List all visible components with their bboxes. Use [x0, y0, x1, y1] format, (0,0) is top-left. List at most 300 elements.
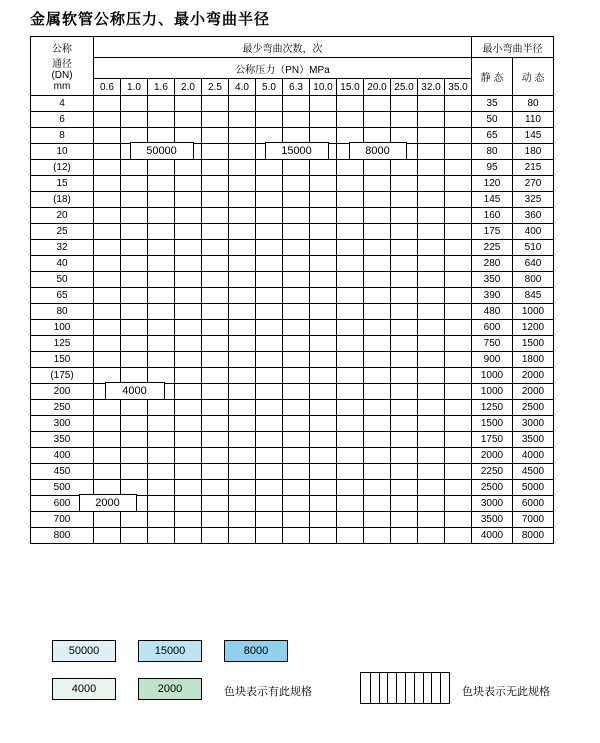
dn-value-cell: 125: [31, 336, 94, 352]
grid-cell: [175, 304, 202, 320]
grid-cell: [202, 464, 229, 480]
dynamic-radius-cell: 3000: [513, 416, 554, 432]
grid-cell: [445, 416, 472, 432]
grid-cell: [445, 368, 472, 384]
grid-cell: [445, 176, 472, 192]
grid-cell: [175, 320, 202, 336]
grid-cell: [148, 336, 175, 352]
grid-cell: [256, 112, 283, 128]
grid-cell: [202, 288, 229, 304]
grid-cell: [418, 416, 445, 432]
grid-cell: [418, 288, 445, 304]
grid-cell: [256, 480, 283, 496]
grid-cell: [148, 512, 175, 528]
grid-cell: [94, 224, 121, 240]
grid-cell: [364, 400, 391, 416]
grid-cell: [418, 176, 445, 192]
grid-cell: [445, 240, 472, 256]
dynamic-radius-cell: 1200: [513, 320, 554, 336]
dynamic-radius-cell: 640: [513, 256, 554, 272]
grid-cell: [175, 112, 202, 128]
dn-value-cell: (18): [31, 192, 94, 208]
grid-cell: [229, 528, 256, 544]
table-row: [31, 352, 554, 368]
static-header: 静 态: [472, 58, 513, 96]
table-row: [31, 272, 554, 288]
grid-cell: [418, 448, 445, 464]
grid-cell: [202, 480, 229, 496]
grid-cell: [229, 128, 256, 144]
dynamic-radius-cell: 1000: [513, 304, 554, 320]
grid-cell: [121, 512, 148, 528]
pressure-col-header: 35.0: [445, 79, 472, 96]
dynamic-radius-cell: 1500: [513, 336, 554, 352]
grid-cell: [121, 448, 148, 464]
grid-cell: [283, 400, 310, 416]
grid-cell: [364, 464, 391, 480]
grid-cell: [418, 432, 445, 448]
grid-cell: [391, 400, 418, 416]
grid-cell: [229, 512, 256, 528]
grid-cell: [148, 96, 175, 112]
grid-cell: [418, 272, 445, 288]
grid-cell: [418, 320, 445, 336]
dynamic-radius-cell: 360: [513, 208, 554, 224]
grid-cell: [202, 528, 229, 544]
grid-cell: [229, 160, 256, 176]
grid-cell: [256, 224, 283, 240]
grid-cell: [148, 480, 175, 496]
grid-cell: [229, 144, 256, 160]
grid-cell: [391, 368, 418, 384]
grid-cell: [418, 208, 445, 224]
grid-cell: [229, 368, 256, 384]
grid-cell: [202, 256, 229, 272]
grid-cell: [175, 384, 202, 400]
grid-cell: [121, 320, 148, 336]
dynamic-radius-cell: 6000: [513, 496, 554, 512]
grid-cell: [445, 480, 472, 496]
grid-cell: [337, 464, 364, 480]
pressure-col-header: 4.0: [229, 79, 256, 96]
grid-cell: [310, 160, 337, 176]
grid-cell: [418, 160, 445, 176]
grid-cell: [337, 160, 364, 176]
grid-cell: [202, 384, 229, 400]
grid-cell: [202, 160, 229, 176]
grid-cell: [310, 464, 337, 480]
grid-cell: [94, 400, 121, 416]
grid-cell: [94, 128, 121, 144]
grid-cell: [283, 160, 310, 176]
dynamic-radius-cell: 2500: [513, 400, 554, 416]
grid-cell: [310, 528, 337, 544]
dn-header-line-1: 公称: [52, 44, 72, 55]
grid-cell: [337, 352, 364, 368]
inline-label-4000: 4000: [105, 382, 165, 400]
table-head: [31, 37, 554, 96]
grid-cell: [418, 512, 445, 528]
pressure-col-header: 10.0: [310, 79, 337, 96]
dynamic-radius-cell: 180: [513, 144, 554, 160]
grid-cell: [202, 400, 229, 416]
grid-cell: [283, 336, 310, 352]
grid-cell: [310, 304, 337, 320]
grid-cell: [364, 112, 391, 128]
dn-value-cell: 300: [31, 416, 94, 432]
static-radius-cell: 350: [472, 272, 513, 288]
grid-cell: [445, 448, 472, 464]
grid-cell: [121, 304, 148, 320]
grid-cell: [229, 448, 256, 464]
grid-cell: [445, 224, 472, 240]
grid-cell: [121, 432, 148, 448]
grid-cell: [256, 448, 283, 464]
inline-label-8000: 8000: [349, 142, 407, 160]
grid-cell: [310, 320, 337, 336]
pressure-col-header: 1.0: [121, 79, 148, 96]
grid-cell: [121, 336, 148, 352]
grid-cell: [364, 272, 391, 288]
table-row: [31, 336, 554, 352]
static-radius-cell: 2500: [472, 480, 513, 496]
static-radius-cell: 35: [472, 96, 513, 112]
legend-swatch-4000: 4000: [52, 678, 116, 700]
grid-cell: [94, 512, 121, 528]
dynamic-radius-cell: 145: [513, 128, 554, 144]
grid-cell: [310, 512, 337, 528]
table-row: [31, 416, 554, 432]
grid-cell: [445, 256, 472, 272]
grid-cell: [148, 352, 175, 368]
grid-cell: [445, 272, 472, 288]
grid-cell: [391, 480, 418, 496]
grid-cell: [364, 320, 391, 336]
grid-cell: [310, 496, 337, 512]
static-radius-cell: 1750: [472, 432, 513, 448]
grid-cell: [256, 256, 283, 272]
static-radius-cell: 175: [472, 224, 513, 240]
grid-cell: [364, 368, 391, 384]
grid-cell: [418, 528, 445, 544]
grid-cell: [337, 400, 364, 416]
static-radius-cell: 50: [472, 112, 513, 128]
grid-cell: [283, 192, 310, 208]
grid-cell: [94, 256, 121, 272]
grid-cell: [202, 272, 229, 288]
grid-cell: [202, 192, 229, 208]
grid-cell: [175, 528, 202, 544]
grid-cell: [337, 176, 364, 192]
grid-cell: [202, 112, 229, 128]
grid-cell: [418, 480, 445, 496]
dn-value-cell: 65: [31, 288, 94, 304]
grid-cell: [337, 208, 364, 224]
legend-swatch-50000: 50000: [52, 640, 116, 662]
grid-cell: [256, 384, 283, 400]
grid-cell: [445, 496, 472, 512]
pressure-col-header: 1.6: [148, 79, 175, 96]
grid-cell: [121, 272, 148, 288]
grid-cell: [445, 288, 472, 304]
grid-cell: [310, 240, 337, 256]
grid-cell: [391, 112, 418, 128]
grid-cell: [94, 112, 121, 128]
grid-cell: [283, 96, 310, 112]
grid-cell: [337, 416, 364, 432]
static-radius-cell: 900: [472, 352, 513, 368]
dn-value-cell: 700: [31, 512, 94, 528]
grid-cell: [256, 496, 283, 512]
grid-cell: [229, 304, 256, 320]
grid-cell: [283, 448, 310, 464]
grid-cell: [364, 256, 391, 272]
dynamic-radius-cell: 8000: [513, 528, 554, 544]
grid-cell: [202, 96, 229, 112]
grid-cell: [310, 96, 337, 112]
grid-cell: [310, 368, 337, 384]
grid-cell: [256, 288, 283, 304]
dynamic-radius-cell: 2000: [513, 368, 554, 384]
grid-cell: [94, 416, 121, 432]
grid-cell: [94, 272, 121, 288]
grid-cell: [256, 512, 283, 528]
dn-value-cell: 100: [31, 320, 94, 336]
grid-cell: [310, 208, 337, 224]
grid-cell: [283, 512, 310, 528]
table-row: [31, 448, 554, 464]
grid-cell: [337, 112, 364, 128]
dn-header-line-4: mm: [53, 81, 71, 92]
dn-value-cell: 450: [31, 464, 94, 480]
grid-cell: [202, 496, 229, 512]
grid-cell: [283, 432, 310, 448]
grid-cell: [283, 208, 310, 224]
grid-cell: [202, 304, 229, 320]
grid-cell: [310, 480, 337, 496]
pressure-col-header: 20.0: [364, 79, 391, 96]
grid-cell: [337, 288, 364, 304]
grid-cell: [202, 352, 229, 368]
grid-cell: [364, 160, 391, 176]
grid-cell: [121, 288, 148, 304]
grid-cell: [94, 320, 121, 336]
grid-cell: [229, 320, 256, 336]
grid-cell: [337, 240, 364, 256]
dynamic-radius-cell: 110: [513, 112, 554, 128]
grid-cell: [121, 96, 148, 112]
grid-cell: [391, 448, 418, 464]
grid-cell: [445, 352, 472, 368]
grid-cell: [94, 464, 121, 480]
grid-cell: [391, 352, 418, 368]
grid-cell: [175, 496, 202, 512]
grid-cell: [445, 304, 472, 320]
dn-header-cell: [31, 37, 94, 96]
grid-cell: [283, 176, 310, 192]
grid-cell: [256, 240, 283, 256]
grid-cell: [148, 112, 175, 128]
grid-cell: [337, 320, 364, 336]
grid-cell: [175, 432, 202, 448]
dynamic-radius-cell: 4500: [513, 464, 554, 480]
grid-cell: [148, 256, 175, 272]
grid-cell: [175, 352, 202, 368]
grid-cell: [310, 432, 337, 448]
dn-value-cell: 40: [31, 256, 94, 272]
grid-cell: [148, 224, 175, 240]
grid-cell: [148, 304, 175, 320]
dn-header-line-2: 通径: [52, 59, 72, 70]
static-radius-cell: 280: [472, 256, 513, 272]
grid-cell: [256, 96, 283, 112]
grid-cell: [445, 464, 472, 480]
dn-value-cell: 400: [31, 448, 94, 464]
static-radius-cell: 1500: [472, 416, 513, 432]
grid-cell: [391, 208, 418, 224]
grid-cell: [229, 224, 256, 240]
grid-cell: [202, 144, 229, 160]
dynamic-radius-cell: 2000: [513, 384, 554, 400]
grid-cell: [175, 176, 202, 192]
grid-cell: [283, 272, 310, 288]
dn-value-cell: 50: [31, 272, 94, 288]
dn-value-cell: 6: [31, 112, 94, 128]
grid-cell: [202, 240, 229, 256]
dn-value-cell: 200: [31, 384, 94, 400]
table-row: [31, 320, 554, 336]
grid-cell: [364, 416, 391, 432]
grid-cell: [121, 416, 148, 432]
grid-cell: [337, 224, 364, 240]
grid-cell: [445, 208, 472, 224]
grid-cell: [202, 512, 229, 528]
grid-cell: [229, 240, 256, 256]
grid-cell: [310, 192, 337, 208]
grid-cell: [148, 288, 175, 304]
grid-cell: [391, 176, 418, 192]
grid-cell: [418, 192, 445, 208]
grid-cell: [283, 256, 310, 272]
grid-cell: [310, 256, 337, 272]
grid-cell: [148, 496, 175, 512]
grid-cell: [391, 512, 418, 528]
grid-cell: [148, 272, 175, 288]
dn-header-line-3: (DN): [51, 70, 73, 81]
grid-cell: [391, 528, 418, 544]
grid-cell: [445, 144, 472, 160]
dn-value-cell: 10: [31, 144, 94, 160]
grid-cell: [445, 528, 472, 544]
grid-cell: [202, 416, 229, 432]
table-row: [31, 176, 554, 192]
grid-cell: [418, 496, 445, 512]
grid-cell: [364, 288, 391, 304]
grid-cell: [175, 336, 202, 352]
grid-cell: [121, 240, 148, 256]
grid-cell: [283, 528, 310, 544]
grid-cell: [364, 480, 391, 496]
static-radius-cell: 1000: [472, 368, 513, 384]
grid-cell: [94, 176, 121, 192]
legend-swatch-15000: 15000: [138, 640, 202, 662]
table-row: [31, 512, 554, 528]
grid-cell: [121, 528, 148, 544]
grid-cell: [175, 272, 202, 288]
dn-value-cell: 500: [31, 480, 94, 496]
grid-cell: [283, 288, 310, 304]
dynamic-radius-cell: 400: [513, 224, 554, 240]
grid-cell: [310, 288, 337, 304]
grid-cell: [256, 320, 283, 336]
dn-value-cell: 250: [31, 400, 94, 416]
grid-cell: [364, 224, 391, 240]
dn-value-cell: 600: [31, 496, 94, 512]
grid-cell: [418, 368, 445, 384]
grid-cell: [445, 112, 472, 128]
table-row: [31, 208, 554, 224]
grid-cell: [418, 240, 445, 256]
grid-cell: [175, 512, 202, 528]
table-row: [31, 256, 554, 272]
grid-cell: [364, 496, 391, 512]
grid-cell: [175, 208, 202, 224]
legend: [30, 636, 570, 716]
table-row: [31, 400, 554, 416]
grid-cell: [337, 528, 364, 544]
bend-radius-header: 最小弯曲半径: [472, 37, 554, 58]
pressure-col-header: 0.6: [94, 79, 121, 96]
dn-value-cell: 25: [31, 224, 94, 240]
grid-cell: [418, 384, 445, 400]
grid-cell: [337, 512, 364, 528]
grid-cell: [283, 368, 310, 384]
grid-cell: [148, 432, 175, 448]
dn-value-cell: 8: [31, 128, 94, 144]
grid-cell: [445, 192, 472, 208]
grid-cell: [175, 416, 202, 432]
grid-cell: [337, 304, 364, 320]
legend-striped-box: [360, 672, 450, 704]
grid-cell: [202, 224, 229, 240]
grid-cell: [175, 464, 202, 480]
grid-cell: [445, 336, 472, 352]
grid-cell: [391, 160, 418, 176]
pressure-col-header: 15.0: [337, 79, 364, 96]
grid-cell: [94, 336, 121, 352]
inline-label-15000: 15000: [265, 142, 329, 160]
grid-cell: [121, 208, 148, 224]
grid-cell: [337, 256, 364, 272]
pressure-col-header: 2.0: [175, 79, 202, 96]
grid-cell: [283, 384, 310, 400]
grid-cell: [256, 160, 283, 176]
grid-cell: [121, 352, 148, 368]
grid-cell: [391, 96, 418, 112]
grid-cell: [256, 304, 283, 320]
grid-cell: [94, 288, 121, 304]
grid-cell: [175, 256, 202, 272]
grid-cell: [148, 240, 175, 256]
dn-value-cell: 80: [31, 304, 94, 320]
page-title: 金属软管公称压力、最小弯曲半径: [30, 12, 271, 28]
grid-cell: [202, 432, 229, 448]
grid-cell: [364, 384, 391, 400]
grid-cell: [445, 512, 472, 528]
grid-cell: [229, 432, 256, 448]
grid-cell: [310, 336, 337, 352]
grid-cell: [229, 400, 256, 416]
